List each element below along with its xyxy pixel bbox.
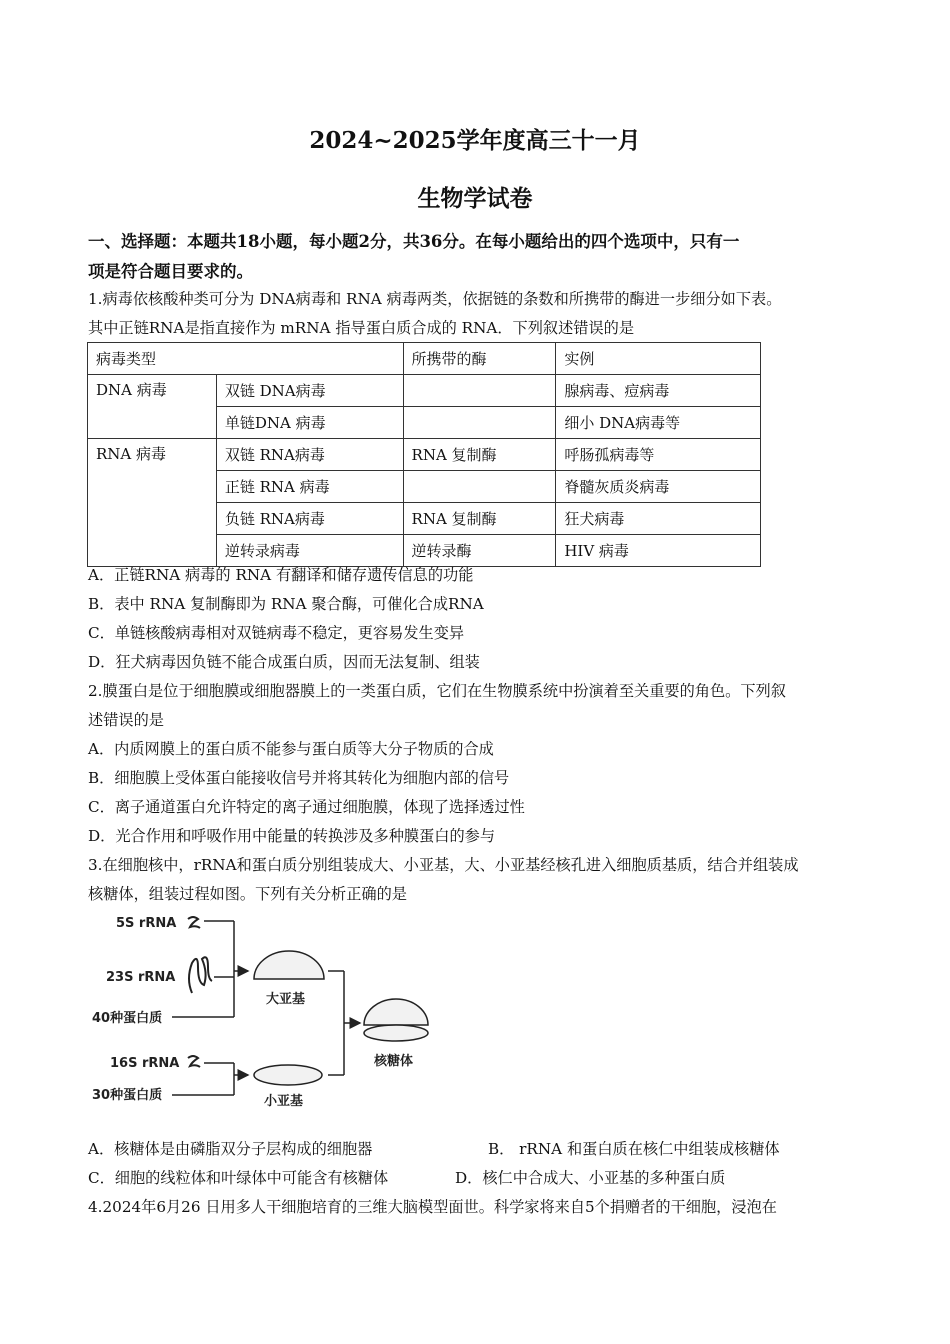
table-cell: 狂犬病毒 bbox=[556, 503, 761, 535]
ribosome-large-part bbox=[364, 999, 428, 1025]
q2-option-c: C．离子通道蛋白允许特定的离子通过细胞膜，体现了选择透过性 bbox=[88, 798, 525, 816]
q1-option-c: C．单链核酸病毒相对双链病毒不稳定，更容易发生变异 bbox=[88, 624, 465, 642]
table-cell: RNA 复制酶 bbox=[403, 439, 556, 471]
q4-stem: 4.2024年6月26 日用多人干细胞培育的三维大脑模型面世。科学家将来自5个捐赠者的干细胞，浸泡在 bbox=[88, 1198, 777, 1216]
table-cell: 正链 RNA 病毒 bbox=[216, 471, 403, 503]
table-cell: 腺病毒、痘病毒 bbox=[556, 375, 761, 407]
table-cell: 逆转录酶 bbox=[403, 535, 556, 567]
q2-option-d: D．光合作用和呼吸作用中能量的转换涉及多种膜蛋白的参与 bbox=[88, 827, 496, 845]
label-40-proteins: 40种蛋白质 bbox=[92, 1011, 163, 1026]
table-row bbox=[88, 375, 761, 407]
ribosome-label: 核糖体 bbox=[374, 1054, 414, 1069]
q3-option-c: C．细胞的线粒体和叶绿体中可能含有核糖体 bbox=[88, 1169, 389, 1187]
exam-subtitle: 生物学试卷 bbox=[417, 185, 533, 212]
q2-option-b: B．细胞膜上受体蛋白能接收信号并将其转化为细胞内部的信号 bbox=[88, 769, 510, 787]
table-header-row bbox=[88, 343, 761, 375]
section-heading-cont: 项是符合题目要求的。 bbox=[88, 262, 253, 281]
table-cell bbox=[403, 471, 556, 503]
q1-stem: 1.病毒依核酸种类可分为 DNA病毒和 RNA 病毒两类，依据链的条数和所携带的酶进一步细分如下表。 bbox=[88, 290, 782, 308]
q3-stem-cont: 核糖体，组装过程如图。下列有关分析正确的是 bbox=[88, 885, 407, 903]
table-cell: 双链 DNA病毒 bbox=[216, 375, 403, 407]
table-cell bbox=[403, 407, 556, 439]
ribosome-assembly-diagram bbox=[88, 905, 448, 1115]
table-cell: 单链DNA 病毒 bbox=[216, 407, 403, 439]
table-cell: 逆转录病毒 bbox=[216, 535, 403, 567]
table-cell: HIV 病毒 bbox=[556, 535, 761, 567]
table-row bbox=[88, 439, 761, 471]
q1-option-a: A．正链RNA 病毒的 RNA 有翻译和储存遗传信息的功能 bbox=[88, 566, 474, 584]
table-cell bbox=[403, 375, 556, 407]
label-5s-rrna: 5S rRNA bbox=[116, 916, 177, 931]
rrna-23s-icon bbox=[189, 957, 212, 993]
q1-option-d: D．狂犬病毒因负链不能合成蛋白质，因而无法复制、组装 bbox=[88, 653, 480, 671]
q1-stem-cont: 其中正链RNA是指直接作为 mRNA 指导蛋白质合成的 RNA．下列叙述错误的是 bbox=[88, 319, 635, 337]
q3-stem: 3.在细胞核中，rRNA和蛋白质分别组装成大、小亚基，大、小亚基经核孔进入细胞质基质，结合并组装成 bbox=[88, 856, 799, 874]
q2-stem-cont: 述错误的是 bbox=[88, 711, 164, 729]
rrna-5s-icon bbox=[188, 917, 200, 928]
table-cell: 呼肠孤病毒等 bbox=[556, 439, 761, 471]
rrna-16s-icon bbox=[188, 1056, 200, 1067]
table-cell: 细小 DNA病毒等 bbox=[556, 407, 761, 439]
label-23s-rrna: 23S rRNA bbox=[106, 970, 176, 985]
table-cell: 负链 RNA病毒 bbox=[216, 503, 403, 535]
ribosome-small-part bbox=[364, 1025, 428, 1041]
q2-stem: 2.膜蛋白是位于细胞膜或细胞器膜上的一类蛋白质，它们在生物膜系统中扮演着至关重要的角色。下列叙 bbox=[88, 682, 786, 700]
small-subunit-label: 小亚基 bbox=[264, 1094, 304, 1109]
label-30-proteins: 30种蛋白质 bbox=[92, 1088, 163, 1103]
virus-table bbox=[87, 342, 761, 567]
table-cell: DNA 病毒 bbox=[88, 375, 217, 439]
section-heading: 一、选择题：本题共18小题，每小题2分，共36分。在每小题给出的四个选项中，只有一 bbox=[88, 232, 740, 251]
small-subunit-shape bbox=[254, 1065, 322, 1085]
table-cell: 脊髓灰质炎病毒 bbox=[556, 471, 761, 503]
large-subunit-label: 大亚基 bbox=[266, 992, 306, 1007]
q3-option-a: A．核糖体是由磷脂双分子层构成的细胞器 bbox=[88, 1140, 373, 1158]
table-cell: 双链 RNA病毒 bbox=[216, 439, 403, 471]
label-16s-rrna: 16S rRNA bbox=[110, 1056, 180, 1071]
exam-title: 2024~2025学年度高三十一月 bbox=[309, 127, 641, 154]
table-header: 所携带的酶 bbox=[403, 343, 556, 375]
q3-option-d: D．核仁中合成大、小亚基的多种蛋白质 bbox=[455, 1169, 726, 1187]
table-header: 病毒类型 bbox=[88, 343, 404, 375]
q2-option-a: A．内质网膜上的蛋白质不能参与蛋白质等大分子物质的合成 bbox=[88, 740, 494, 758]
table-header: 实例 bbox=[556, 343, 761, 375]
large-subunit-shape bbox=[254, 951, 324, 979]
q1-option-b: B．表中 RNA 复制酶即为 RNA 聚合酶，可催化合成RNA bbox=[88, 595, 484, 613]
table-cell: RNA 复制酶 bbox=[403, 503, 556, 535]
q3-option-b: B． rRNA 和蛋白质在核仁中组装成核糖体 bbox=[488, 1140, 780, 1158]
table-cell: RNA 病毒 bbox=[88, 439, 217, 567]
